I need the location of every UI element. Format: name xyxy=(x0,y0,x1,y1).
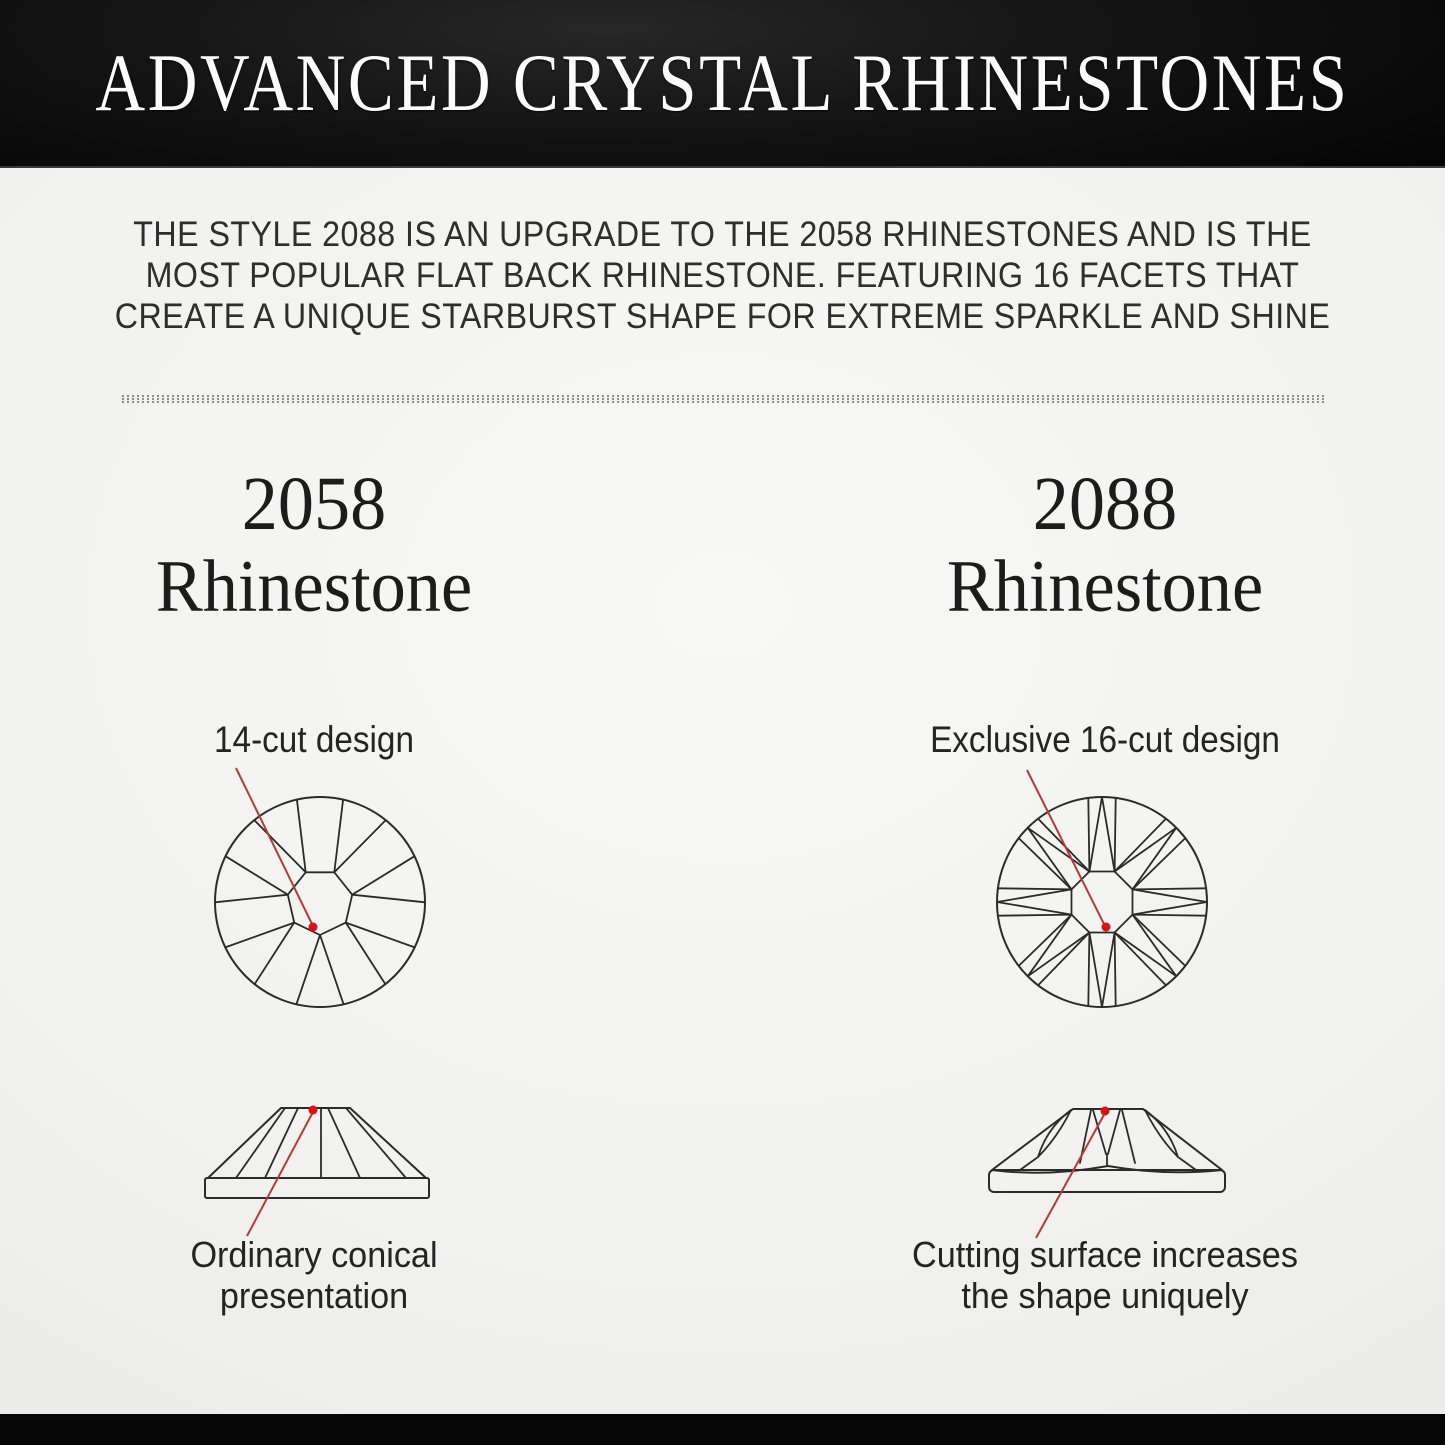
facet-lines-14 xyxy=(215,800,425,1005)
side-view-diagram-2058 xyxy=(203,1100,438,1205)
profile-facet-lines-2088 xyxy=(1020,1110,1196,1170)
top-view-diagram-2088 xyxy=(972,772,1232,1032)
intro-paragraph xyxy=(0,214,1445,337)
model-number-2058: 2058 xyxy=(241,462,387,546)
profile-facet-lines-2058 xyxy=(236,1108,406,1178)
cut-design-label-2058: 14-cut design xyxy=(214,719,414,760)
top-view-diagram-2058 xyxy=(190,772,450,1032)
section-divider xyxy=(122,395,1324,403)
cut-design-label-2088: Exclusive 16-cut design xyxy=(930,719,1280,760)
model-number-2088: 2088 xyxy=(1032,462,1178,546)
intro-line: THE STYLE 2088 IS AN UPGRADE TO THE 2058 RHINESTONES AND IS THE xyxy=(133,215,1312,254)
side-view-diagram-2088 xyxy=(985,1100,1230,1205)
intro-line: CREATE A UNIQUE STARBURST SHAPE FOR EXTREME SPARKLE AND SHINE xyxy=(114,297,1331,336)
model-name-2058: Rhinestone xyxy=(155,546,473,628)
star-point-lines-16 xyxy=(997,797,1207,1007)
profile-caption-2058: Ordinary conical presentation xyxy=(190,1234,438,1316)
intro-line: MOST POPULAR FLAT BACK RHINESTONE. FEATURING 16 FACETS THAT xyxy=(145,256,1300,295)
heading-2088 xyxy=(855,462,1355,628)
model-name-2088: Rhinestone xyxy=(946,546,1264,628)
profile-caption-2088: Cutting surface increases the shape uniquely xyxy=(912,1234,1298,1316)
bottom-bar xyxy=(0,1414,1445,1445)
header-bar xyxy=(0,0,1445,168)
heading-2058 xyxy=(64,462,564,628)
page-title: ADVANCED CRYSTAL RHINESTONES xyxy=(95,37,1350,128)
